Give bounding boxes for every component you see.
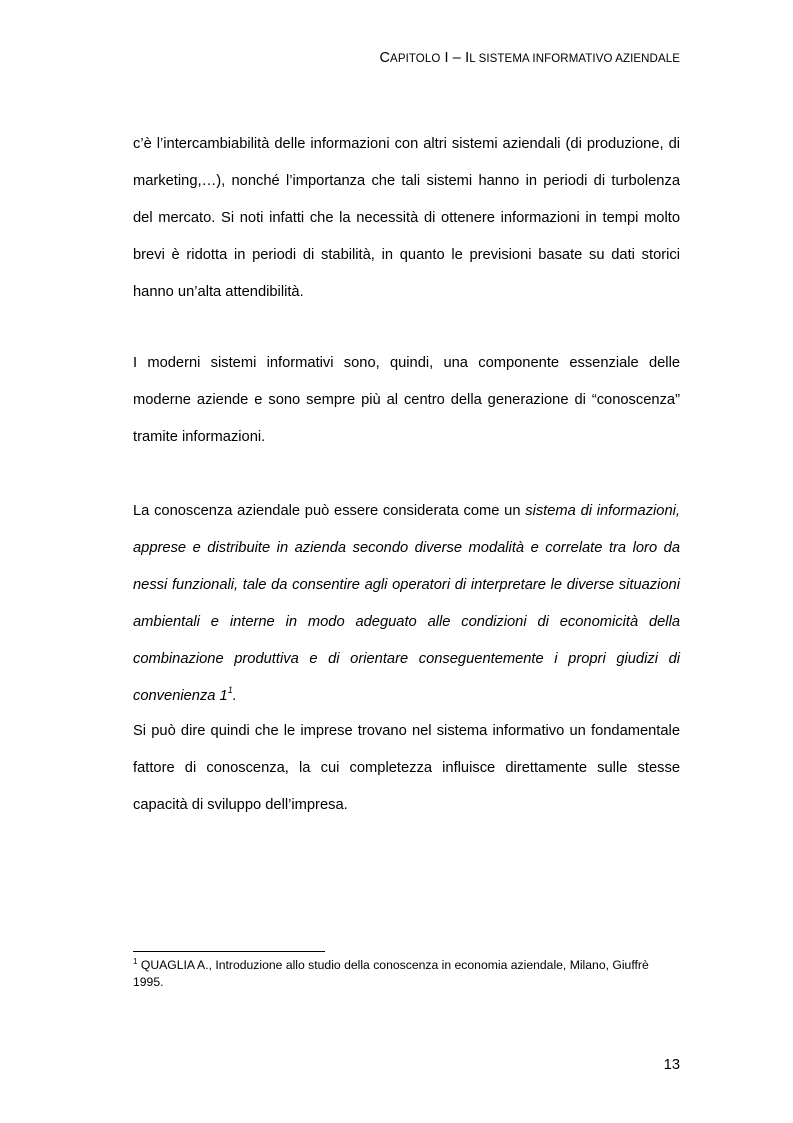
paragraph-4: Si può dire quindi che le imprese trovano nel sistema informativo un fondamentale fattore di conoscenza, la cui completezza influisce direttamente sulle stesse capacità di sviluppo dell’impresa. (133, 723, 680, 813)
paragraph-3-definition (133, 503, 680, 704)
paragraph-2: I moderni sistemi informativi sono, quindi, una componente essenziale delle moderne aziende e sono sempre più al centro della generazione di “conoscenza” tramite informazioni. (133, 355, 680, 445)
header-chapter-initial: C (379, 50, 391, 66)
paragraph-3 (133, 493, 680, 715)
page-number: 13 (663, 1057, 680, 1073)
paragraph-3-end: . (232, 688, 237, 704)
footnote-marker: 1 (133, 957, 138, 966)
header-chapter-number: I – (440, 50, 466, 66)
footnote-separator (133, 951, 325, 952)
paragraph-3-intro: La conoscenza aziendale può essere considerata come un (133, 503, 526, 519)
paragraph-1: c’è l’intercambiabilità delle informazioni con altri sistemi aziendali (di produzione, di marketing,…), nonché l’importanza che tali sistemi hanno in periodi di turbolenza del mercato. Si noti infatti che la necessità di ottenere informazioni in tempi molto brevi è ridotta in periodi di stabilità, in quanto le previsioni basate su dati storici hanno un’alta attendibilità. (133, 136, 680, 300)
paragraph-3-italic-text: sistema di informazioni, apprese e distribuite in azienda secondo diverse modalità e correlate tra loro da nessi funzionali, tale da consentire agli operatori di interpretare le diverse situazioni ambientali e interne in modo adeguato alle condizioni di economicità della combinazione produttiva e di orientare conseguentemente i propri giudizi di convenienza 1 (133, 503, 680, 704)
footnote-text: QUAGLIA A., Introduzione allo studio della conoscenza in economia aziendale, Milano, Giuffrè 1995. (133, 958, 649, 989)
header-title-initial: I (465, 50, 470, 66)
running-header (379, 50, 680, 66)
footnote (133, 957, 680, 991)
footnote-reference[interactable]: 1 (227, 685, 233, 695)
header-chapter-word: APITOLO (390, 53, 441, 65)
header-title-rest: L SISTEMA INFORMATIVO AZIENDALE (469, 53, 680, 65)
